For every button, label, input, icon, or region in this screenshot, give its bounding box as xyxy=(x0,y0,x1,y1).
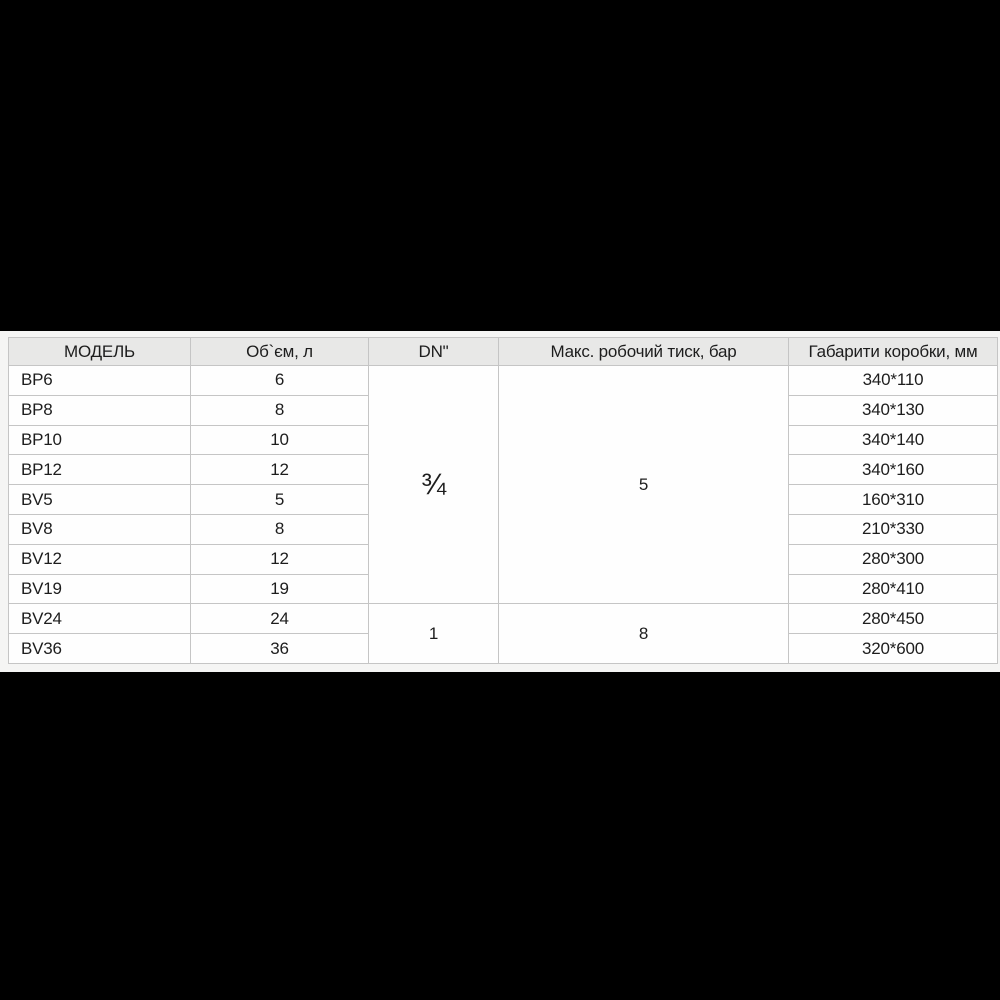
box-size-cell: 280*300 xyxy=(789,544,998,574)
model-cell: BP6 xyxy=(9,366,191,396)
column-header-dn: DN" xyxy=(369,338,499,366)
volume-cell: 8 xyxy=(191,514,369,544)
column-header-model: МОДЕЛЬ xyxy=(9,338,191,366)
table-row xyxy=(9,604,998,634)
model-cell: BP10 xyxy=(9,425,191,455)
volume-cell: 12 xyxy=(191,544,369,574)
product-spec-table xyxy=(8,337,998,664)
bottom-letterbox-bar xyxy=(0,672,1000,1000)
model-cell: BV12 xyxy=(9,544,191,574)
box-size-cell: 280*410 xyxy=(789,574,998,604)
box-size-cell: 340*160 xyxy=(789,455,998,485)
model-cell: BV19 xyxy=(9,574,191,604)
box-size-cell: 340*130 xyxy=(789,395,998,425)
dn-merged-cell: 1 xyxy=(369,604,499,664)
volume-cell: 5 xyxy=(191,485,369,515)
box-size-cell: 340*110 xyxy=(789,366,998,396)
model-cell: BV24 xyxy=(9,604,191,634)
volume-cell: 6 xyxy=(191,366,369,396)
column-header-volume: Об`єм, л xyxy=(191,338,369,366)
box-size-cell: 160*310 xyxy=(789,485,998,515)
volume-cell: 10 xyxy=(191,425,369,455)
box-size-cell: 280*450 xyxy=(789,604,998,634)
model-cell: BV36 xyxy=(9,634,191,664)
box-size-cell: 320*600 xyxy=(789,634,998,664)
model-cell: BV8 xyxy=(9,514,191,544)
column-header-pressure: Макс. робочий тиск, бар xyxy=(499,338,789,366)
box-size-cell: 340*140 xyxy=(789,425,998,455)
volume-cell: 8 xyxy=(191,395,369,425)
volume-cell: 36 xyxy=(191,634,369,664)
table-row xyxy=(9,366,998,396)
model-cell: BP8 xyxy=(9,395,191,425)
pressure-merged-cell: 8 xyxy=(499,604,789,664)
header-row xyxy=(9,338,998,366)
content-band xyxy=(0,331,1000,672)
dn-merged-cell: ¾ xyxy=(369,366,499,604)
pressure-merged-cell: 5 xyxy=(499,366,789,604)
volume-cell: 12 xyxy=(191,455,369,485)
volume-cell: 24 xyxy=(191,604,369,634)
box-size-cell: 210*330 xyxy=(789,514,998,544)
column-header-box: Габарити коробки, мм xyxy=(789,338,998,366)
model-cell: BV5 xyxy=(9,485,191,515)
model-cell: BP12 xyxy=(9,455,191,485)
top-letterbox-bar xyxy=(0,0,1000,331)
volume-cell: 19 xyxy=(191,574,369,604)
